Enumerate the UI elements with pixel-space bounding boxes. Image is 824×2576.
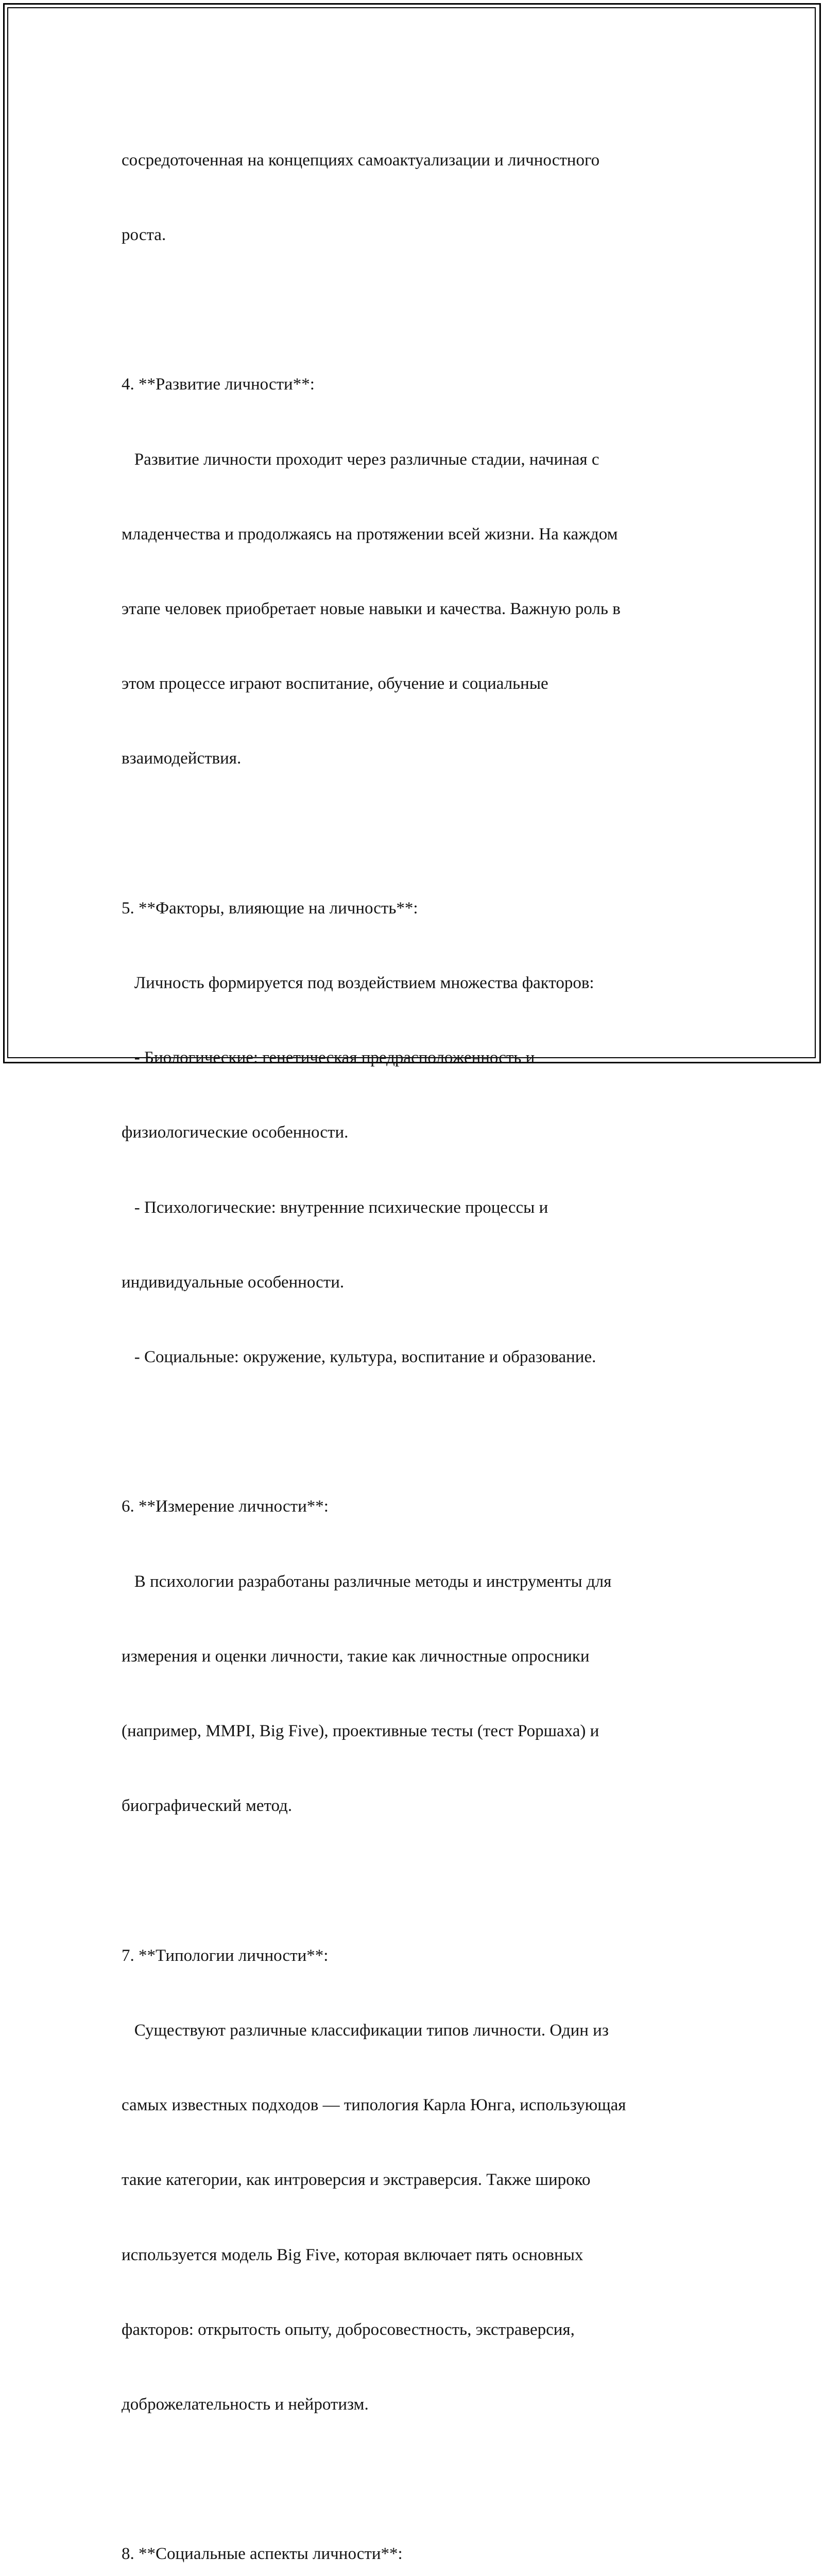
blank-line [122,297,719,322]
text-line: Существуют различные классификации типов личности. Один из [122,2021,609,2040]
text-line: Личность формируется под воздействием множества факторов: [122,974,594,993]
text-line: биографический метод. [122,1797,293,1816]
blank-line [122,2467,719,2492]
list-item: - Социальные: окружение, культура, воспитание и образование. [122,1348,596,1367]
text-line: самых известных подходов — типология Карла Юнга, использующая [122,2096,626,2115]
document-body [122,98,719,2576]
text-line: индивидуальные особенности. [122,1273,345,1292]
text-line: этапе человек приобретает новые навыки и качества. Важную роль в [122,600,621,619]
blank-line [122,1868,719,1893]
text-line: роста. [122,226,166,245]
text-line: факторов: открытость опыту, добросовестность, экстраверсия, [122,2320,575,2339]
text-line: В психологии разработаны различные методы и инструменты для [122,1572,612,1591]
text-line: Развитие личности проходит через различные стадии, начиная с [122,450,599,469]
list-item: - Психологические: внутренние психические процессы и [122,1198,548,1217]
text-line: измерения и оценки личности, такие как личностные опросники [122,1647,590,1666]
text-line: доброжелательность и нейротизм. [122,2395,369,2414]
section-heading: 7. **Типологии личности**: [122,1946,329,1965]
section-heading: 4. **Развитие личности**: [122,375,315,394]
section-heading: 5. **Факторы, влияющие на личность**: [122,899,418,918]
text-line: такие категории, как интроверсия и экстраверсия. Также широко [122,2171,591,2190]
blank-line [122,1419,719,1444]
blank-line [122,821,719,846]
text-line: сосредоточенная на концепциях самоактуализации и личностного [122,150,600,170]
text-line: физиологические особенности. [122,1123,349,1142]
section-heading: 8. **Социальные аспекты личности**: [122,2545,403,2564]
section-heading: 6. **Измерение личности**: [122,1497,329,1516]
text-line: этом процессе играют воспитание, обучение и социальные [122,674,548,693]
list-item: - Биологические: генетическая предрасположенность и [122,1048,535,1067]
text-line: используется модель Big Five, которая включает пять основных [122,2245,583,2264]
text-line: взаимодействия. [122,749,242,768]
text-line: младенчества и продолжаясь на протяжении всей жизни. На каждом [122,524,618,544]
text-line: (например, MMPI, Big Five), проективные тесты (тест Роршаха) и [122,1722,599,1741]
